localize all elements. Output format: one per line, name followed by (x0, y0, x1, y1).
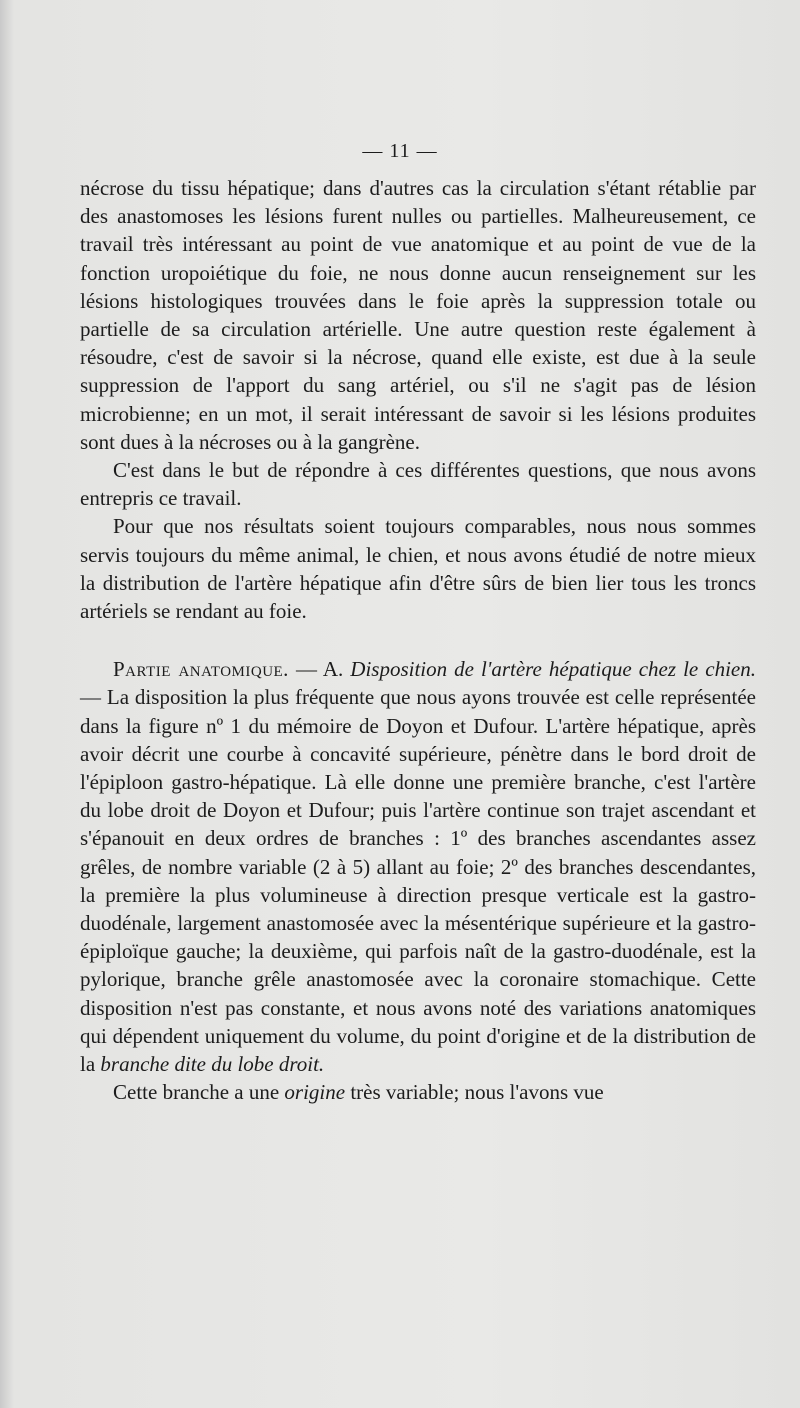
paragraph-4-text: — La disposition la plus fréquente que nous ayons trouvée est celle représentée dans la figure nº 1 du mémoire de Doyon et Dufour. L'artère hépatique, après avoir décrit une courbe à concavité supérieure, pénètre dans le bord droit de l'épiploon gastro-hépatique. Là elle donne une première branche, c'est l'artère du lobe droit de Doyon et Dufour; puis l'artère continue son trajet ascendant et s'épanouit en deux ordres de branches : 1º des branches ascendantes assez grêles, de nombre variable (2 à 5) allant au foie; 2º des branches descendantes, la première la plus volumineuse à direction presque verticale est la gastro-duodénale, largement anastomosée avec la mésentérique supérieure et la gastro-épiploïque gauche; la deuxième, qui parfois naît de la gastro-duodénale, est la pylorique, branche grêle anastomosée avec la coronaire stomachique. Cette disposition n'est pas constante, et nous avons noté des variations anatomiques qui dépendent uniquement du volume, du point d'origine et de la distribution de la (80, 685, 756, 1077)
page-number: — 11 — (362, 140, 438, 162)
section-gap (80, 625, 756, 655)
paragraph-4 (80, 655, 756, 1078)
paragraph-5-end: très variable; nous l'avons vue (345, 1080, 604, 1105)
paragraph-3: Pour que nos résultats soient toujours comparables, nous nous sommes servis toujours du même animal, le chien, et nous avons étudié de notre mieux la distribution de l'artère hépatique afin d'être sûrs de bien lier tous les troncs artériels se rendant au foie. (80, 514, 756, 624)
section-heading: Partie anatomique. (113, 657, 289, 682)
paragraph-1: nécrose du tissu hépatique; dans d'autres cas la circulation s'étant rétablie par des anastomoses les lésions furent nulles ou partielles. Malheureusement, ce travail très intéressant au point de vue anatomique et au point de vue de la fonction uropoiétique du foie, ne nous donne aucun renseignement sur les lésions histologiques trouvées dans le foie après la suppression totale ou partielle de sa circulation artérielle. Une autre question reste également à résoudre, c'est de savoir si la nécrose, quand elle existe, est due à la seule suppression de l'apport du sang artériel, ou s'il ne s'agit pas de lésion microbienne; en un mot, il serait intéressant de savoir si les lésions produites sont dues à la nécroses ou à la gangrène. (80, 176, 756, 454)
body-text (80, 174, 756, 1107)
paragraph-5-start: Cette branche a une (113, 1080, 285, 1105)
paragraph-5-italic: origine (284, 1080, 346, 1105)
paragraph-5 (80, 1078, 756, 1106)
section-title: Disposition de l'artère hépatique chez le chien. (350, 657, 756, 682)
paragraph-4-italic: branche dite du lobe droit. (100, 1052, 325, 1077)
section-dash: — A. (288, 657, 351, 682)
paragraph-2: C'est dans le but de répondre à ces différentes questions, que nous avons entrepris ce travail. (80, 458, 756, 511)
